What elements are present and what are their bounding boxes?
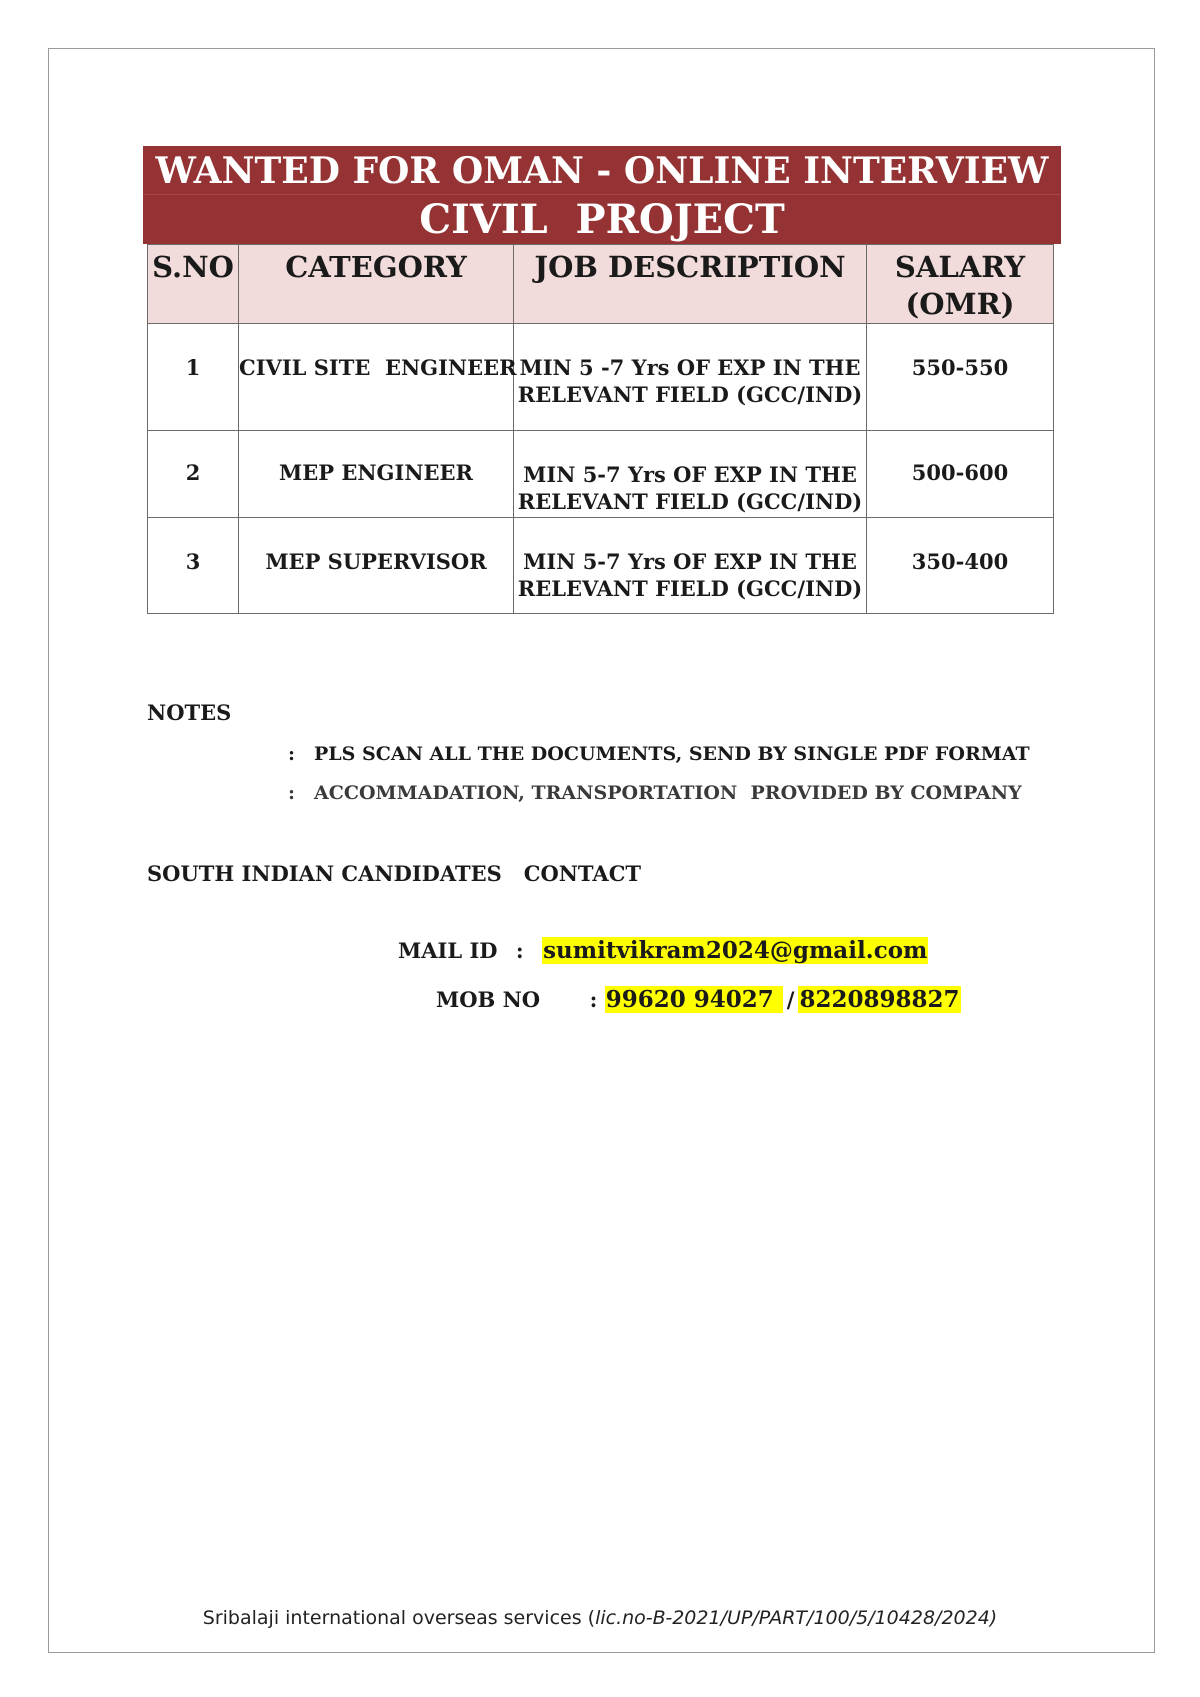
header-category: CATEGORY [239,245,514,324]
cell-salary: 550-550 [867,324,1054,431]
contact-heading: SOUTH INDIAN CANDIDATES CONTACT [147,861,642,886]
cell-sno: 1 [148,324,239,431]
mobile-label: MOB NO [436,987,541,1012]
banner-title-line1: WANTED FOR OMAN - ONLINE INTERVIEW [155,150,1049,192]
cell-description [514,431,867,518]
description-line1: MIN 5 -7 Yrs OF EXP IN THE [519,355,861,380]
mobile-number-2[interactable]: 8220898827 [799,986,960,1013]
note-colon: : [288,782,296,804]
note-colon: : [288,743,296,765]
cell-category: MEP SUPERVISOR [239,518,514,614]
note-item [288,743,1030,765]
description-line1: MIN 5-7 Yrs OF EXP IN THE [523,549,857,574]
note-item [288,782,1022,804]
description-line1: MIN 5-7 Yrs OF EXP IN THE [523,462,857,487]
mobile-separator: / [786,987,795,1012]
table-row [148,324,1054,431]
mail-label: MAIL ID [398,938,498,963]
table-row [148,431,1054,518]
banner-title-line2: CIVIL PROJECT [419,196,785,243]
cell-salary: 350-400 [867,518,1054,614]
table-header-row [148,245,1054,324]
footer-license: lic.no-B-2021/UP/PART/100/5/10428/2024) [595,1607,998,1629]
banner-divider [143,194,1061,195]
cell-category: MEP ENGINEER [239,431,514,518]
note-text: ACCOMMADATION, TRANSPORTATION PROVIDED BY COMPANY [314,782,1022,804]
cell-description [514,518,867,614]
description-line2: RELEVANT FIELD (GCC/IND) [517,489,863,514]
mobile-row [436,986,961,1013]
header-sno: S.NO [148,245,239,324]
cell-salary: 500-600 [867,431,1054,518]
header-salary-line1: SALARY [894,250,1026,284]
description-line2: RELEVANT FIELD (GCC/IND) [517,576,863,601]
footer-company-license [0,1607,1200,1629]
header-salary [867,245,1054,324]
title-banner [143,146,1061,244]
email-link[interactable]: sumitvikram2024@gmail.com [543,937,928,964]
notes-title: NOTES [147,700,232,725]
note-text: PLS SCAN ALL THE DOCUMENTS, SEND BY SINGLE PDF FORMAT [314,743,1030,765]
mail-colon: : [515,938,524,963]
mobile-number-1[interactable]: 99620 94027 [605,986,782,1013]
header-job-description: JOB DESCRIPTION [514,245,867,324]
table-row [148,518,1054,614]
cell-sno: 2 [148,431,239,518]
cell-category: CIVIL SITE ENGINEER [239,324,514,431]
description-line2: RELEVANT FIELD (GCC/IND) [517,382,863,407]
footer-company: Sribalaji international overseas services ( [202,1607,596,1629]
mail-row [398,937,928,964]
cell-sno: 3 [148,518,239,614]
jobs-table [147,244,1054,614]
header-salary-line2: (OMR) [905,287,1015,321]
cell-description [514,324,867,431]
mobile-colon: : [589,987,598,1012]
